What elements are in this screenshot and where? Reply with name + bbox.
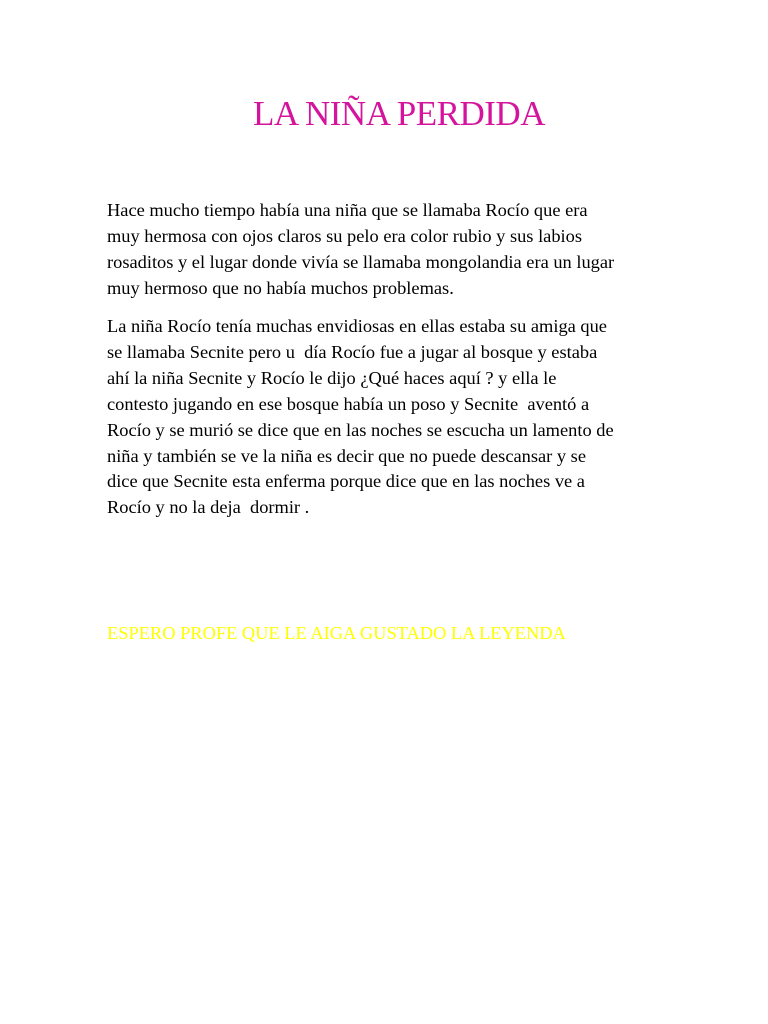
- paragraph-line: ahí la niña Secnite y Rocío le dijo ¿Qué haces aquí ? y ella le: [107, 367, 557, 388]
- closing-note: ESPERO PROFE QUE LE AIGA GUSTADO LA LEYENDA: [107, 623, 566, 643]
- paragraph-line: muy hermoso que no había muchos problemas.: [107, 277, 454, 298]
- paragraph-2: [107, 314, 667, 521]
- paragraph-line: dice que Secnite esta enferma porque dice que en las noches ve a: [107, 471, 585, 492]
- paragraph-line: Rocío y no la deja dormir .: [107, 497, 310, 518]
- paragraph-line: niña y también se ve la niña es decir que no puede descansar y se: [107, 445, 587, 466]
- paragraph-1: [107, 198, 667, 302]
- paragraph-line: La niña Rocío tenía muchas envidiosas en ellas estaba su amiga que: [107, 316, 607, 336]
- paragraph-line: contesto jugando en ese bosque había un poso y Secnite aventó a: [107, 393, 590, 414]
- page-title: LA NIÑA PERDIDA: [253, 94, 545, 133]
- paragraph-line: Rocío y se murió se dice que en las noches se escucha un lamento de: [107, 419, 614, 440]
- paragraph-line: muy hermosa con ojos claros su pelo era color rubio y sus labios: [107, 225, 582, 246]
- paragraph-line: Hace mucho tiempo había una niña que se llamaba Rocío que era: [107, 200, 588, 220]
- paragraph-line: rosaditos y el lugar donde vivía se llamaba mongolandia era un lugar: [107, 251, 615, 272]
- paragraph-line: se llamaba Secnite pero u día Rocío fue a jugar al bosque y estaba: [107, 341, 598, 362]
